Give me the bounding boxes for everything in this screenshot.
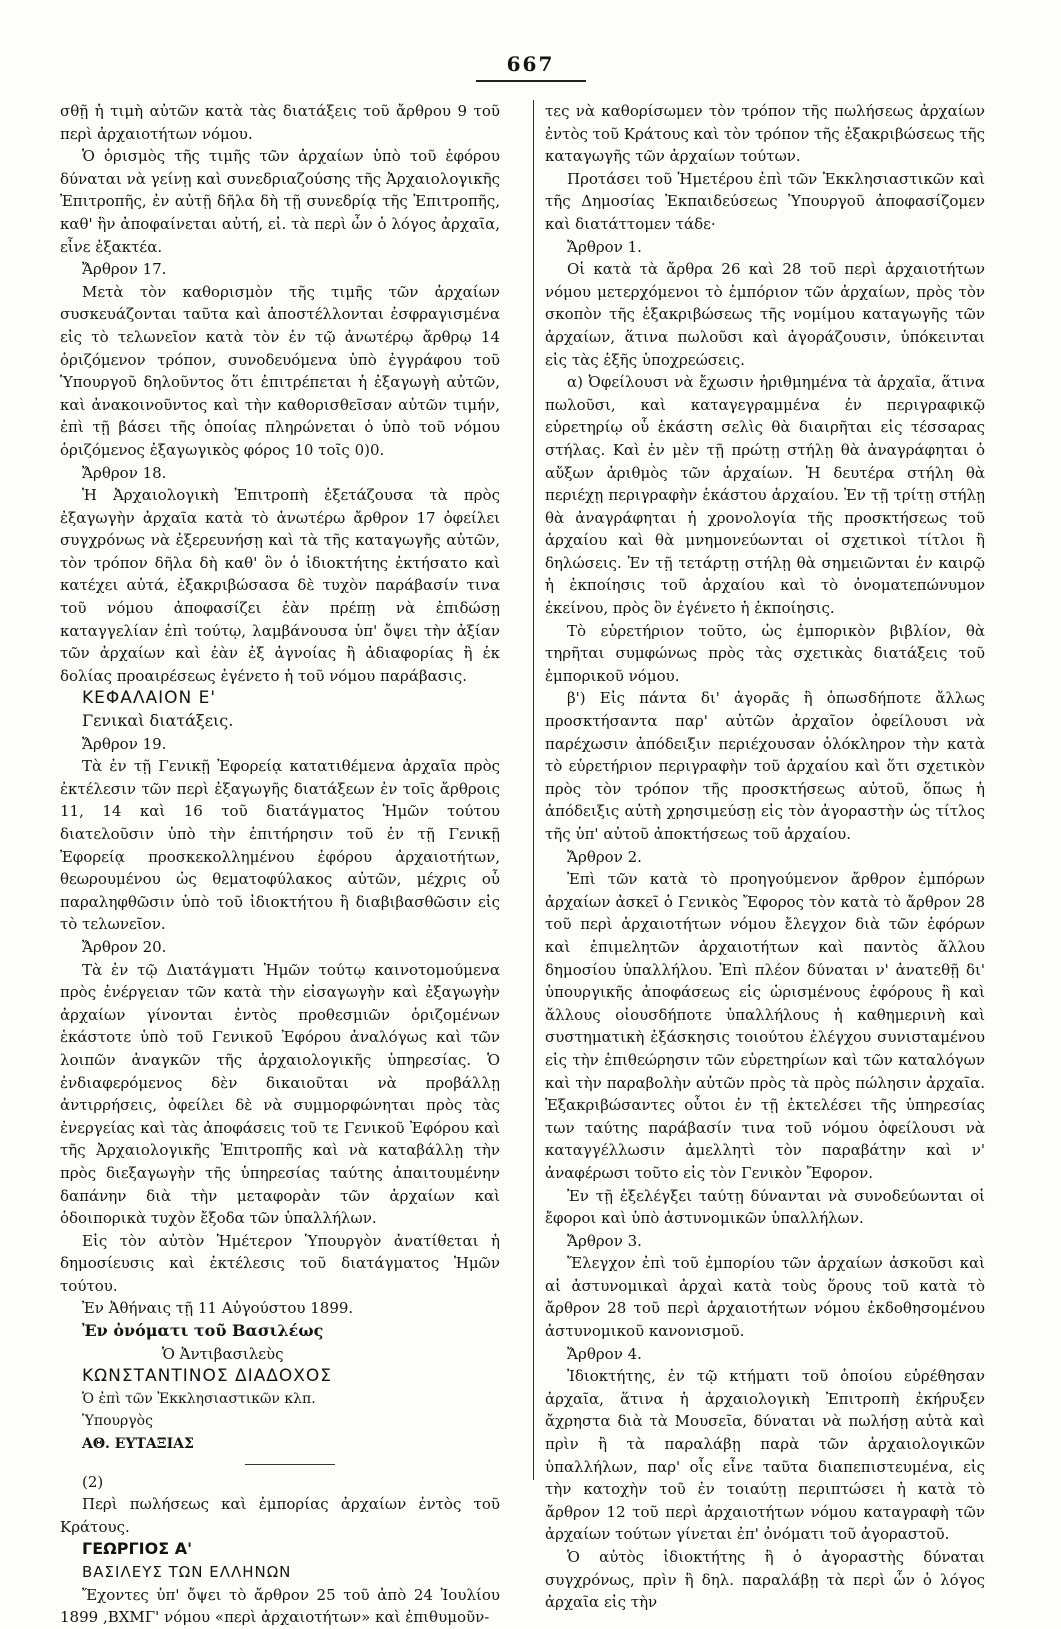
column-divider — [533, 100, 534, 1480]
decree-separator — [245, 1464, 335, 1465]
article-1-text: Οἱ κατὰ τὰ ἄρθρα 26 καὶ 28 τοῦ περὶ ἀρχαιοτήτων νόμου μετερχόμενοι τὸ ἐμπόριον τῶν ἀρχαίων, πρὸς τὸν σκοπὸν τῆς ἐξακριβώσεως τῆς νομίμου καταγωγῆς τῶν ἀρχαίων, ἅτινα πωλοῦσι καὶ ἀγοράζουσιν, ὑπόκεινται εἰς τὰς ἑξῆς ὑποχρεώσεις. — [545, 260, 985, 369]
article-4-heading: Ἄρθρον 4. — [567, 1344, 642, 1363]
article-1-register-note: Τὸ εὑρετήριον τοῦτο, ὡς ἐμπορικὸν βιβλίον, θὰ τηρῆται συμφώνως πρὸς τὰς σχετικὰς διατάξεις τοῦ ἐμπορικοῦ νόμου. — [545, 621, 985, 685]
article-3-heading: Ἄρθρον 3. — [567, 1231, 642, 1250]
article-4-text: Ἰδιοκτήτης, ἐν τῷ κτήματι τοῦ ὁποίου εὑρέθησαν ἀρχαῖα, ἅτινα ἡ ἀρχαιολογικὴ Ἐπιτροπὴ ἐκήρυξεν ἄχρηστα διὰ τὰ Μουσεῖα, δύναται νὰ πωλήσῃ αὐτὰ καὶ πρὶν ἢ τὰ παραλάβῃ παρὰ τῶν ἀρχαιολογικῶν ὑπαλλήλων, παρ' οἷς εἶνε ταῦτα διαπεπιστευμένα, εἰς τὴν κατοχὴν τοῦ ἐν τοιαύτῃ περιπτώσει ἡ κατὰ τὸ ἄρθρον 12 τοῦ περὶ ἀρχαιοτήτων νόμου καταγραφὴ τῶν ἀρχαίων τούτων γίνεται ἐπ' ὀνόματι τοῦ ἀγοραστοῦ. — [545, 1367, 985, 1544]
article-4-continuation: Ὁ αὐτὸς ἰδιοκτήτης ἢ ὁ ἀγοραστὴς δύναται συγχρόνως, πρὶν ἢ δηλ. παραλάβῃ τὰ περὶ ὧν ὁ λόγος ἀρχαῖα εἰς τὴν — [545, 1548, 985, 1612]
signature-crown-prince: ΚΩΝΣΤΑΝΤΙΝΟΣ ΔΙΑΔΟΧΟΣ — [82, 1366, 333, 1387]
article-17-text: Μετὰ τὸν καθορισμὸν τῆς τιμῆς τῶν ἀρχαίων συσκευάζονται ταῦτα καὶ ἀποστέλλονται ἐσφραγισμένα εἰς τὸ τελωνεῖον κατὰ τὸν ἐν τῷ ἀνωτέρῳ ἄρθρῳ 14 ὁριζόμενον τρόπον, συνοδευόμενα ὑπὸ ἐγγράφου τοῦ Ὑπουργοῦ δηλοῦντος ὅτι ἐπιτρέπεται ἡ ἐξαγωγὴ αὐτῶν, καὶ ἀνακοινοῦντος καὶ τὴν καθορισθεῖσαν αὐτῶν τιμήν, ἐπὶ τῇ βάσει τῆς ὁποίας πληρώνεται ὁ ὑπὸ τοῦ νόμου ὁριζόμενος ἐξαγωγικὸς φόρος 10 τοῖς 0)0. — [60, 282, 500, 459]
right-paragraph-2: Προτάσει τοῦ Ἡμετέρου ἐπὶ τῶν Ἐκκλησιαστικῶν καὶ τῆς Δημοσίας Ἐκπαιδεύσεως Ὑπουργοῦ ἀποφασίζομεν καὶ διατάττομεν τάδε· — [545, 169, 985, 233]
left-column — [60, 100, 500, 1629]
king-name: ΓΕΩΡΓΙΟΣ Α' — [82, 1539, 192, 1559]
chapter-subheading: Γενικαὶ διατάξεις. — [82, 711, 234, 731]
article-19-text: Τὰ ἐν τῇ Γενικῇ Ἐφορείᾳ κατατιθέμενα ἀρχαῖα πρὸς ἐκτέλεσιν τῶν περὶ ἐξαγωγῆς διατάξεων ἐν τοῖς ἄρθροις 11, 14 καὶ 16 τοῦ διατάγματος Ἡμῶν τούτου διατελοῦσιν ὑπὸ τὴν ἐπιτήρησιν τοῦ ἐν τῇ Γενικῇ Ἐφορείᾳ προσκεκολλημένου ἐφόρου ἀρχαιοτήτων, θεωρουμένου ὡς θεματοφύλακος αὐτῶν, μέχρις οὗ παραληφθῶσιν ὑπὸ τοῦ ἰδιοκτήτου ἢ διαβιβασθῶσιν εἰς τὸ τελωνεῖον. — [60, 757, 500, 934]
article-1-clause-b: β') Εἰς πάντα δι' ἀγορᾶς ἢ ὁπωσδήποτε ἄλλως προσκτήσαντα παρ' αὐτῶν ἀρχαῖον ὀφείλουσι νὰ παρέχωσιν ἀπόδειξιν περιέχουσαν ὁλόκληρον τὴν κατὰ τὸ εὑρετήριον περιγραφὴν τοῦ ἀρχαίου καὶ ὅτι σχετικὸν πρὸς τὸν τρόπον τῆς προσκτήσεως αὐτοῦ, ὅπως ἡ ἀπόδειξις αὐτὴ χρησιμεύσῃ εἰς τὸν ἀγοραστὴν ὡς τίτλος τῆς ὑπ' αὐτοῦ ἀποκτήσεως τοῦ ἀρχαίου. — [545, 689, 985, 843]
signature-minister-name: ΑΘ. ΕΥΤΑΞΙΑΣ — [82, 1436, 194, 1453]
header-rule — [476, 80, 586, 82]
left-paragraph-2: Ὁ ὁρισμὸς τῆς τιμῆς τῶν ἀρχαίων ὑπὸ τοῦ ἐφόρου δύναται νὰ γείνῃ καὶ συνεδριαζούσης τῆς Ἀρχαιολογικῆς Ἐπιτροπῆς, ἐν αὐτῇ δῆλα δὴ τῇ συνεδρίᾳ τῆς Ἐπιτροπῆς, καθ' ἣν ἀποφαίνεται αὐτή, εἰ. τὰ περὶ ὧν ὁ λόγος ἀρχαῖα, εἶνε ἐξακτέα. — [60, 147, 500, 256]
signature-ministry: Ὁ ἐπὶ τῶν Ἐκκλησιαστικῶν κλπ. — [82, 1390, 316, 1407]
signature-king-name: Ἐν ὀνόματι τοῦ Βασιλέως — [82, 1321, 324, 1341]
article-2-text: Ἐπὶ τῶν κατὰ τὸ προηγούμενον ἄρθρον ἐμπόρων ἀρχαίων ἀσκεῖ ὁ Γενικὸς Ἔφορος τὸν κατὰ τὸ ἄρθρον 28 τοῦ περὶ ἀρχαιοτήτων νόμου ἔλεγχον διὰ τῶν ἐφόρων καὶ ἐπιμελητῶν ἀρχαιοτήτων καὶ παντὸς ἄλλου δημοσίου ὑπαλλήλου. Ἐπὶ πλέον δύναται ν' ἀνατεθῇ δι' ὑπουργικῆς ἀποφάσεως εἰς ὡρισμένους ἐφόρους ἢ καὶ ἄλλους οἰουσδήποτε ὑπαλλήλους ἡ καθημερινὴ καὶ συστηματικὴ ἐξάσκησις τοιούτου ἐλέγχου συνισταμένου εἰς τὴν ἐπιθεώρησιν τῶν εὑρετηρίων καὶ τῶν καταλόγων καὶ τὴν παραβολὴν αὐτῶν πρὸς τὰ πρὸς πώλησιν ἀρχαῖα. Ἐξακριβώσαντες οὗτοι ἐν τῇ ἐκτελέσει τῆς ὑπηρεσίας των ταύτης παράβασίν τινα τοῦ νόμου ὀφείλουσι νὰ καταγγέλλωσιν ἀμελλητὶ τὸν παραβάτην καὶ ν' ἀναφέρωσι τοῦτο εἰς τὸν Γενικὸν Ἔφορον. — [545, 870, 985, 1182]
article-19-heading: Ἄρθρον 19. — [82, 734, 167, 753]
article-2-heading: Ἄρθρον 2. — [567, 847, 642, 866]
page-number: 667 — [506, 52, 555, 76]
article-17-heading: Ἄρθρον 17. — [82, 260, 167, 279]
article-20-text: Τὰ ἐν τῷ Διατάγματι Ἡμῶν τούτῳ καινοτομούμενα πρὸς ἐνέργειαν τῶν κατὰ τὴν εἰσαγωγὴν καὶ ἐξαγωγὴν ἀρχαίων γίνονται ἐντὸς προθεσμιῶν ὁριζομένων ἑκάστοτε ὑπὸ τοῦ Γενικοῦ Ἐφόρου ἀναλόγως καὶ τῶν λοιπῶν ἀναγκῶν τῆς ἀρχαιολογικῆς ὑπηρεσίας. Ὁ ἐνδιαφερόμενος δὲν δικαιοῦται νὰ προβάλλῃ ἀντιρρήσεις, ὀφείλει δὲ νὰ συμμορφώνηται πρὸς τὰς ἐνεργείας καὶ τὰς ἀποφάσεις τοῦ τε Γενικοῦ Ἐφόρου καὶ τῆς Ἀρχαιολογικῆς Ἐπιτροπῆς καὶ νὰ καταβάλλῃ τὴν πρὸς διεξαγωγὴν τῆς ὑπηρεσίας ταύτης ἀπαιτουμένην δαπάνην διὰ τὴν μεταφορὰν τῶν ἀρχαίων καὶ ὁδοιπορικὰ τυχὸν ἔξοδα τῶν ὑπαλλήλων. — [60, 960, 500, 1228]
decree-preamble: Ἔχοντες ὑπ' ὄψει τὸ ἄρθρον 25 τοῦ ἀπὸ 24 Ἰουλίου 1899 ,ΒΧΜΓ' νόμου «περὶ ἀρχαιοτήτων» καὶ ἐπιθυμοῦν- — [60, 1585, 500, 1627]
article-20-heading: Ἄρθρον 20. — [82, 937, 167, 956]
decree-title: Περὶ πωλήσεως καὶ ἐμπορίας ἀρχαίων ἐντὸς τοῦ Κράτους. — [60, 1495, 500, 1536]
signature-minister-title: Ὑπουργὸς — [82, 1413, 153, 1430]
decree-number: (2) — [82, 1472, 104, 1491]
left-paragraph-1: σθῇ ἡ τιμὴ αὐτῶν κατὰ τὰς διατάξεις τοῦ ἄρθρου 9 τοῦ περὶ ἀρχαιοτήτων νόμου. — [60, 102, 500, 143]
article-1-clause-a: α) Ὀφείλουσι νὰ ἔχωσιν ἠριθμημένα τὰ ἀρχαῖα, ἅτινα πωλοῦσι, καὶ καταγεγραμμένα ἐν περιγραφικῷ εὑρετηρίῳ οὗ ἑκάστη σελὶς θὰ διαιρῆται εἰς τέσσαρας στήλας. Καὶ ἐν μὲν τῇ πρώτῃ στήλῃ θὰ ἀναγράφηται ὁ αὔξων ἀριθμὸς τῶν ἀρχαίων. Ἡ δευτέρα στήλη θὰ περιέχῃ περιγραφὴν ἑκάστου ἀρχαίου. Ἐν τῇ τρίτῃ στήλῃ θὰ ἀναγράφηται ἡ χρονολογία τῆς προσκτήσεως τοῦ ἀρχαίου καὶ θὰ μνημονεύωνται οἱ σχετικοὶ τίτλοι ἢ δηλώσεις. Ἐν τῇ τετάρτῃ στήλῃ θὰ σημειῶνται ἐν καιρῷ ἡ ἐκποίησις τοῦ ἀρχαίου καὶ τὸ ὀνοματεπώνυμον ἐκείνου, πρὸς ὃν ἐγένετο ἡ ἐκποίησις. — [545, 373, 985, 618]
article-2-police: Ἐν τῇ ἐξελέγξει ταύτῃ δύνανται νὰ συνοδεύωνται οἱ ἔφοροι καὶ ὑπὸ ἀστυνομικῶν ὑπαλλήλων. — [545, 1186, 985, 1228]
signature-regent: Ὁ Ἀντιβασιλεὺς — [162, 1344, 284, 1363]
right-paragraph-1: τες νὰ καθορίσωμεν τὸν τρόπον τῆς πωλήσεως ἀρχαίων ἐντὸς τοῦ Κράτους καὶ τὸν τρόπον τῆς ἐξακριβώσεως τῆς καταγωγῆς τῶν ἀρχαίων τούτων. — [545, 102, 985, 166]
execution-clause: Εἰς τὸν αὐτὸν Ἡμέτερον Ὑπουργὸν ἀνατίθεται ἡ δημοσίευσις καὶ ἐκτέλεσις τοῦ διατάγματος Ἡμῶν τούτου. — [60, 1231, 500, 1295]
article-1-heading: Ἄρθρον 1. — [567, 237, 642, 256]
article-18-text: Ἡ Ἀρχαιολογικὴ Ἐπιτροπὴ ἐξετάζουσα τὰ πρὸς ἐξαγωγὴν ἀρχαῖα κατὰ τὸ ἀνωτέρω ἄρθρον 17 ὀφείλει συγχρόνως νὰ ἐξερευνήσῃ καὶ τὰ τῆς καταγωγῆς αὐτῶν, τὸν τρόπον δῆλα δὴ καθ' ὃν ὁ ἰδιοκτήτης ἐκτήσατο καὶ κατέχει αὐτά, ἐξακριβώσασα δὲ τυχὸν παράβασίν τινα τοῦ νόμου ἀποφασίζει ἐὰν πρέπῃ νὰ ἐπιδώσῃ καταγγελίαν ἐπὶ τούτῳ, λαμβάνουσα ὑπ' ὄψει τὴν ἀξίαν τῶν ἀρχαίων καὶ ἐὰν ἐξ ἀγνοίας ἢ ἀδιαφορίας ἢ ἐκ δολίας προαιρέσεως ἐγένετο ἡ τοῦ νόμου παράβασις. — [60, 486, 500, 685]
decree-date: Ἐν Ἀθήναις τῇ 11 Αὐγούστου 1899. — [82, 1299, 354, 1318]
article-3-text: Ἔλεγχον ἐπὶ τοῦ ἐμπορίου τῶν ἀρχαίων ἀσκοῦσι καὶ αἱ ἀστυνομικαὶ ἀρχαὶ κατὰ τοὺς ὅρους τοῦ κατὰ τὸ ἄρθρον 28 τοῦ περὶ ἀρχαιοτήτων νόμου ἐκδοθησομένου ἀστυνομικοῦ κανονισμοῦ. — [545, 1254, 985, 1341]
right-column — [545, 100, 985, 1614]
chapter-heading: ΚΕΦΑΛΑΙΟΝ Ε' — [82, 688, 217, 709]
king-title: ΒΑΣΙΛΕΥΣ ΤΩΝ ΕΛΛΗΝΩΝ — [82, 1563, 292, 1581]
article-18-heading: Ἄρθρον 18. — [82, 463, 167, 482]
